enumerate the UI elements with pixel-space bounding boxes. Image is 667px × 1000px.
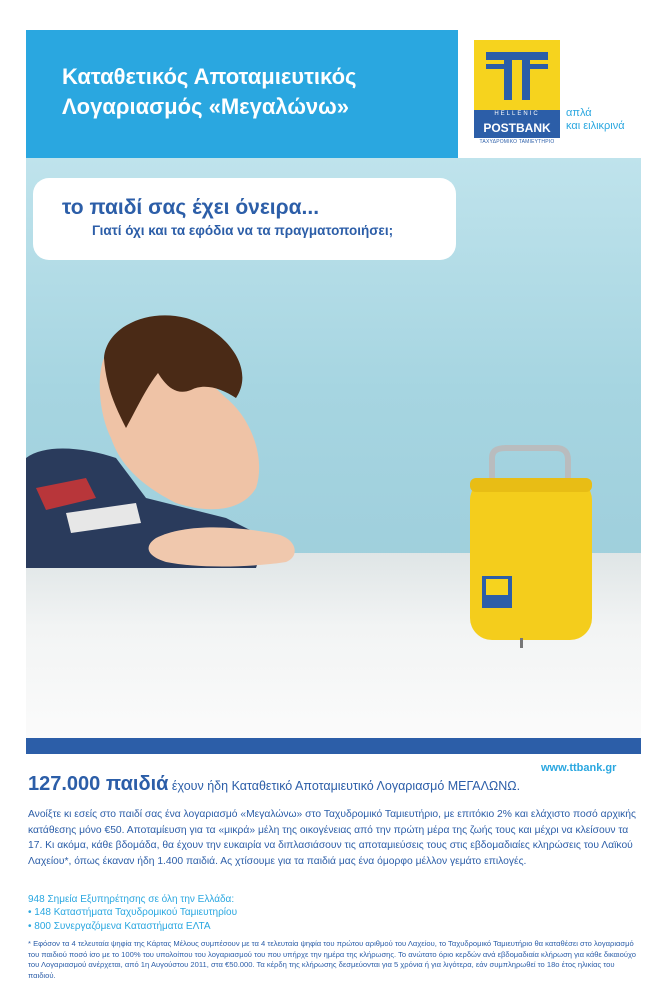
service-point-item: • 148 Καταστήματα Ταχυδρομικού Ταμιευτηρίου <box>28 907 238 918</box>
logo-subtitle: ΤΑΧΥΔΡΟΜΙΚΟ ΤΑΜΙΕΥΤΗΡΙΟ <box>479 139 555 145</box>
child-figure <box>26 315 295 568</box>
tagline-line-1: απλά <box>566 107 592 119</box>
logo-hellenic-text: HELLENIC <box>474 110 560 118</box>
body-paragraph: Ανοίξτε κι εσείς στο παιδί σας ένα λογαριασμό «Μεγαλώνω» στο Ταχυδρομικό Ταμιευτήριο, με επιτόκιο 2% και ελάχιστο ποσό αρχικής κατάθεσης μόνο €50. Αποταμίευση για τα «μικρά» μέλη της οικογένειας από την πρώτη μέρα της ζωής τους και μέχρι να κλείσουν τα 17. Κι ακόμα, κάθε βδομάδα, θα έχουν την ευκαιρία να διπλασιάσουν τις αποταμιεύσεις τους στις εβδομαδιαίες κληρώσεις του Λαϊκού Λαχείου*, όπως έκαναν ήδη 1.400 παιδιά. Ας χτίσουμε για τα παιδιά μας ένα όμορφο μέλλον γεμάτο επιλογές. <box>28 809 636 867</box>
website-link[interactable]: www.ttbank.gr <box>541 762 617 774</box>
page-title: Καταθετικός Αποταμιευτικός Λογαριασμός «Μεγαλώνω» <box>62 64 357 119</box>
tagline-line-2: και ειλικρινά <box>566 120 625 132</box>
service-points-title: 948 Σημεία Εξυπηρέτησης σε όλη την Ελλάδα: <box>28 894 235 905</box>
footnote: * Εφόσον τα 4 τελευταία ψηφία της Κάρτας Μέλους συμπέσουν με τα 4 τελευταία ψηφία του πρώτου αριθμού του Λαχείου, το Ταχυδρομικό Ταμιευτήριο θα καταθέσει στο λογαριασμό του παιδιού ποσό ίσο με το 100% του υπολοίπου του λογαριασμού του που υπήρχε την ημέρα της κλήρωσης. Το ανώτατο όριο κερδών ανά εβδομαδιαία κλήρωση για κάθε δικαιούχο του Λογαριασμού ανέρχεται, από 1η Αυγούστου 2011, στα €50.000. Τα κέρδη της κλήρωσης δεσμεύονται για 5 χρόνια ή για λιγότερα, εάν συμπληρωθεί το 18ο έτος ηλικίας του παιδιού. <box>28 939 637 980</box>
headline-rest: έχουν ήδη Καταθετικό Αποταμιευτικό Λογαριασμό ΜΕΓΑΛΩΝΩ. <box>168 779 521 793</box>
logo-brand-text: POSTBANK <box>474 118 560 138</box>
headline-count: 127.000 παιδιά <box>28 773 169 795</box>
yellow-piggy-bank <box>470 448 592 648</box>
headline <box>28 773 643 796</box>
speech-subline: Γιατί όχι και τα εφόδια να τα πραγματοποιήσει; <box>92 223 394 238</box>
postbank-logo[interactable] <box>474 40 560 148</box>
tt-logo-icon <box>474 40 560 110</box>
speech-headline: το παιδί σας έχει όνειρα... <box>62 196 320 219</box>
photo-bottom-band <box>26 738 641 754</box>
service-point-item: • 800 Συνεργαζόμενα Καταστήματα ΕΛΤΑ <box>28 921 211 932</box>
tagline <box>566 107 625 133</box>
